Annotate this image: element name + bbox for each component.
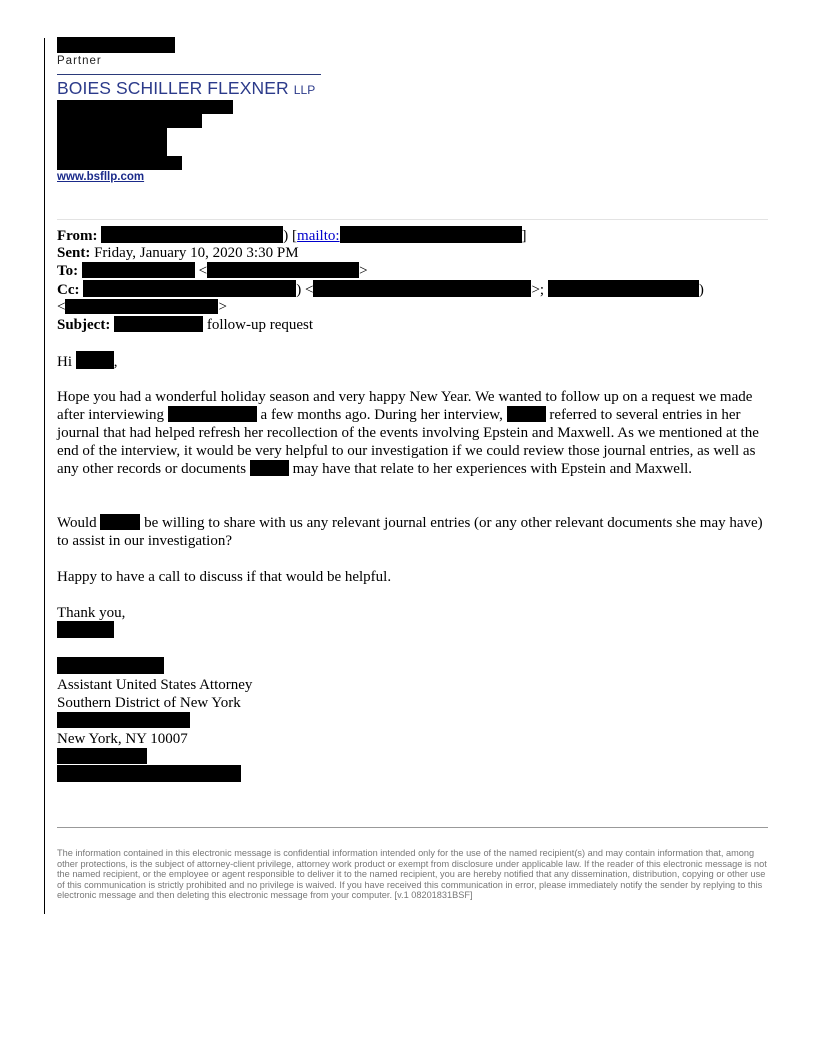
paragraph-2 bbox=[57, 514, 769, 550]
to-label: To: bbox=[57, 263, 79, 279]
signature-rule bbox=[57, 74, 321, 75]
signature-role: Partner bbox=[57, 55, 102, 67]
from-line: From: ) [mailto: ] bbox=[57, 228, 527, 244]
separator bbox=[57, 219, 768, 220]
cc-label: Cc: bbox=[57, 282, 80, 298]
p2-text-b: be willing to share with us any relevant journal entries (or any other relevant documents she may have) to assist in our investigation? bbox=[57, 515, 763, 549]
mailto-link[interactable]: mailto: bbox=[297, 228, 340, 244]
paragraph-1 bbox=[57, 388, 769, 478]
redaction-closing-name bbox=[57, 621, 114, 638]
greeting: Hi , bbox=[57, 351, 769, 371]
redaction-cc-email-2 bbox=[65, 299, 218, 314]
sender-city: New York, NY 10007 bbox=[57, 731, 188, 747]
redaction-name bbox=[57, 37, 175, 53]
redaction-p2 bbox=[100, 514, 140, 530]
closing: Thank you, bbox=[57, 605, 126, 621]
p1-text-b: a few months ago. During her interview, bbox=[260, 407, 503, 423]
cc-line: Cc: ) < >; ) bbox=[57, 282, 704, 298]
redaction-subject bbox=[114, 316, 203, 332]
sender-office: Southern District of New York bbox=[57, 695, 241, 711]
redaction-from-name bbox=[101, 226, 283, 243]
redaction-address-5 bbox=[57, 156, 182, 170]
redaction-address-3 bbox=[57, 128, 167, 142]
p1-text-a: Hope you had a wonderful holiday season and very happy New Year. We wanted to follow up on a request we made after interviewing bbox=[57, 389, 753, 423]
p1-text-d: may have that relate to her experiences with Epstein and Maxwell. bbox=[292, 461, 693, 477]
redaction-address-1 bbox=[57, 100, 233, 114]
subject-label: Subject: bbox=[57, 317, 111, 333]
from-label: From: bbox=[57, 228, 98, 244]
sent-label: Sent: bbox=[57, 245, 91, 261]
p1-text-c: referred to several entries in her journal that had helped refresh her recollection of the events involving Epstein and Maxwell. As we mentioned at the end of the interview, it would be very helpful to our investigation if we could review those journal entries, as well as any other records or documents bbox=[57, 407, 759, 477]
subject-value: follow-up request bbox=[206, 317, 314, 333]
cc-line-2: < > bbox=[57, 299, 227, 315]
sender-title: Assistant United States Attorney bbox=[57, 677, 253, 693]
redaction-sender-name bbox=[57, 657, 164, 674]
redaction-cc-email-1 bbox=[313, 280, 531, 297]
redaction-cc-name-2 bbox=[548, 280, 699, 297]
redaction-address-4 bbox=[57, 142, 167, 156]
redaction-sender-email bbox=[57, 765, 241, 782]
to-line: To: < > bbox=[57, 263, 368, 279]
redaction-address-2 bbox=[57, 114, 202, 128]
redaction-p1-1 bbox=[168, 406, 257, 422]
website-link[interactable]: www.bsfllp.com bbox=[57, 171, 145, 183]
quote-bar bbox=[44, 38, 45, 914]
redaction-p1-2 bbox=[507, 406, 546, 422]
greeting-text: Hi bbox=[57, 354, 72, 370]
firm-name-text: BOIES SCHILLER FLEXNER bbox=[57, 78, 289, 98]
sent-value: Friday, January 10, 2020 3:30 PM bbox=[94, 245, 299, 261]
firm-name bbox=[57, 78, 315, 99]
redaction-sender-phone bbox=[57, 748, 147, 764]
disclaimer-separator bbox=[57, 827, 768, 828]
firm-suffix: LLP bbox=[293, 83, 316, 97]
disclaimer: The information contained in this electronic message is confidential information intended only for the use of the named recipient(s) and may contain information that, among other protections, is the subject of attorney-client privilege, attorney work product or exempt from disclosure under applicable law. If the reader of this electronic message is not the named recipient, or the employee or agent responsible to deliver it to the named recipient, you are hereby notified that any dissemination, distribution, copying or other use of this communication is strictly prohibited and no privilege is waived. If you have received this communication in error, please immediately notify the sender by replying to this electronic message and then deleting this electronic message from your computer. [v.1 08201831BSF] bbox=[57, 848, 767, 901]
redaction-greeting-name bbox=[76, 351, 114, 369]
redaction-cc-name-1 bbox=[83, 280, 296, 297]
redaction-sender-address bbox=[57, 712, 190, 728]
redaction-to-name bbox=[82, 262, 195, 278]
sent-line bbox=[57, 244, 299, 262]
paragraph-3: Happy to have a call to discuss if that would be helpful. bbox=[57, 569, 392, 585]
redaction-from-email bbox=[340, 226, 522, 243]
subject-line bbox=[57, 316, 313, 334]
redaction-p1-3 bbox=[250, 460, 289, 476]
redaction-to-email bbox=[207, 262, 359, 278]
p2-text-a: Would bbox=[57, 515, 97, 531]
